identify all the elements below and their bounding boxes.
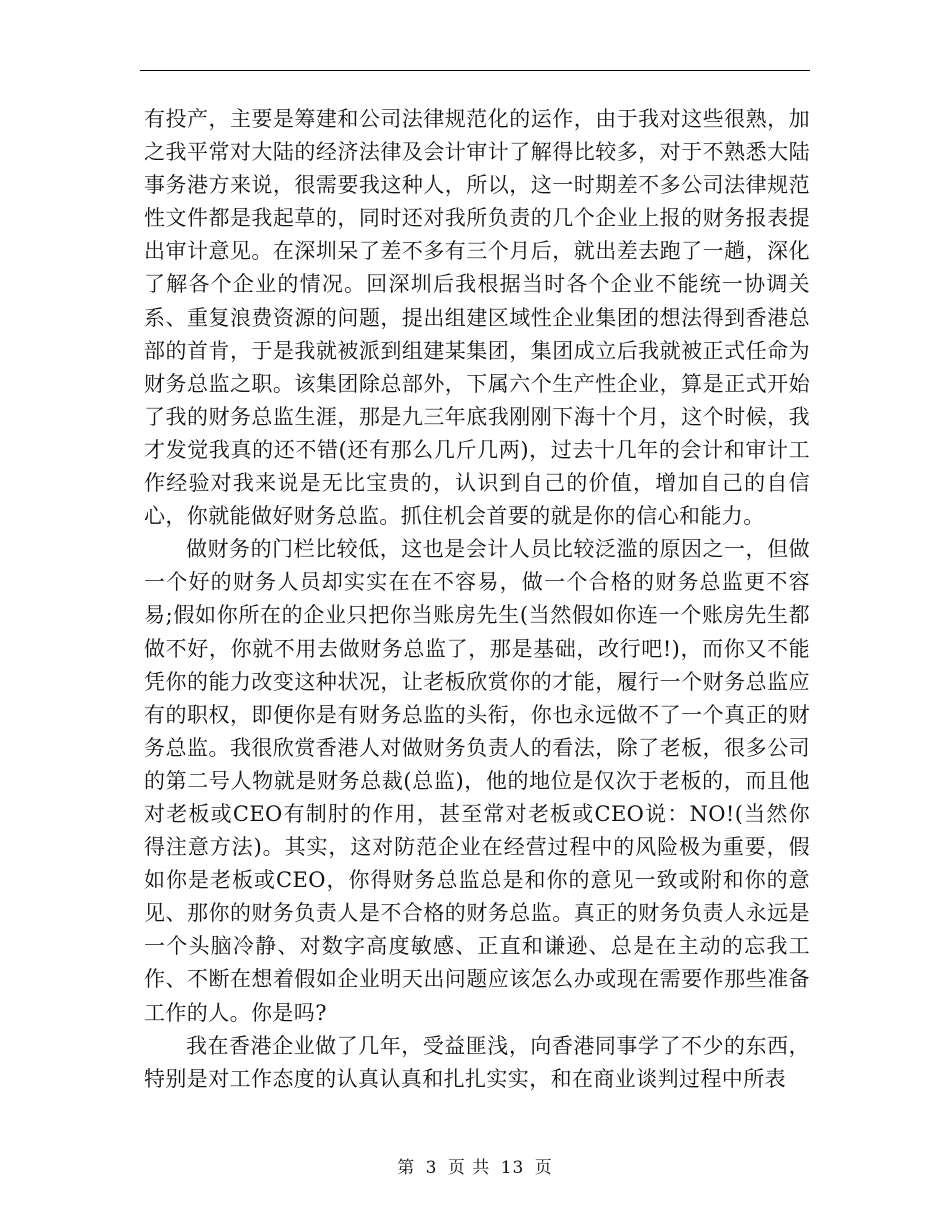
footer-suffix: 页 <box>534 1158 553 1178</box>
footer-middle: 页 共 <box>447 1158 491 1178</box>
paragraph-3: 我在香港企业做了几年，受益匪浅，向香港同事学了不少的东西，特别是对工作态度的认真认真和扎扎实实，和在商业谈判过程中所表 <box>144 1033 810 1091</box>
document-body <box>144 103 810 1096</box>
header-rule <box>140 70 810 71</box>
paragraph-2: 做财务的门栏比较低，这也是会计人员比较泛滥的原因之一，但做一个好的财务人员却实实在在不容易，做一个合格的财务总监更不容易;假如你所在的企业只把你当账房先生(当然假如你连一个账房先生都做不好，你就不用去做财务总监了，那是基础，改行吧!)，而你又不能凭你的能力改变这种状况，让老板欣赏你的才能，履行一个财务总监应有的职权，即便你是有财务总监的头衔，你也永远做不了一个真正的财务总监。我很欣赏香港人对做财务负责人的看法，除了老板，很多公司的第二号人物就是财务总裁(总监)，他的地位是仅次于老板的，而且他对老板或CEO有制肘的作用，甚至常对老板或CEO说：NO!(当然你得注意方法)。其实，这对防范企业在经营过程中的风险极为重要，假如你是老板或CEO，你得财务总监总是和你的意见一致或附和你的意见、那你的财务负责人是不合格的财务总监。真正的财务负责人永远是一个头脑冷静、对数字高度敏感、正直和谦逊、总是在主动的忘我工作、不断在想着假如企业明天出问题应该怎么办或现在需要作那些准备工作的人。你是吗? <box>144 537 810 1025</box>
footer-prefix: 第 <box>397 1158 416 1178</box>
paragraph-1: 有投产，主要是筹建和公司法律规范化的运作，由于我对这些很熟，加之我平常对大陆的经济法律及会计审计了解得比较多，对于不熟悉大陆事务港方来说，很需要我这种人，所以，这一时期差不多公司法律规范性文件都是我起草的，同时还对我所负责的几个企业上报的财务报表提出审计意见。在深圳呆了差不多有三个月后，就出差去跑了一趟，深化了解各个企业的情况。回深圳后我根据当时各个企业不能统一协调关系、重复浪费资源的问题，提出组建区域性企业集团的想法得到香港总部的首肯，于是我就被派到组建某集团，集团成立后我就被正式任命为财务总监之职。该集团除总部外，下属六个生产性企业，算是正式开始了我的财务总监生涯，那是九三年底我刚刚下海十个月，这个时候，我才发觉我真的还不错(还有那么几斤几两)，过去十几年的会计和审计工作经验对我来说是无比宝贵的，认识到自己的价值，增加自己的自信心，你就能做好财务总监。抓住机会首要的就是你的信心和能力。 <box>144 107 810 529</box>
current-page-number: 3 <box>425 1158 438 1178</box>
page-footer <box>0 1153 950 1178</box>
total-page-count: 13 <box>500 1158 525 1178</box>
